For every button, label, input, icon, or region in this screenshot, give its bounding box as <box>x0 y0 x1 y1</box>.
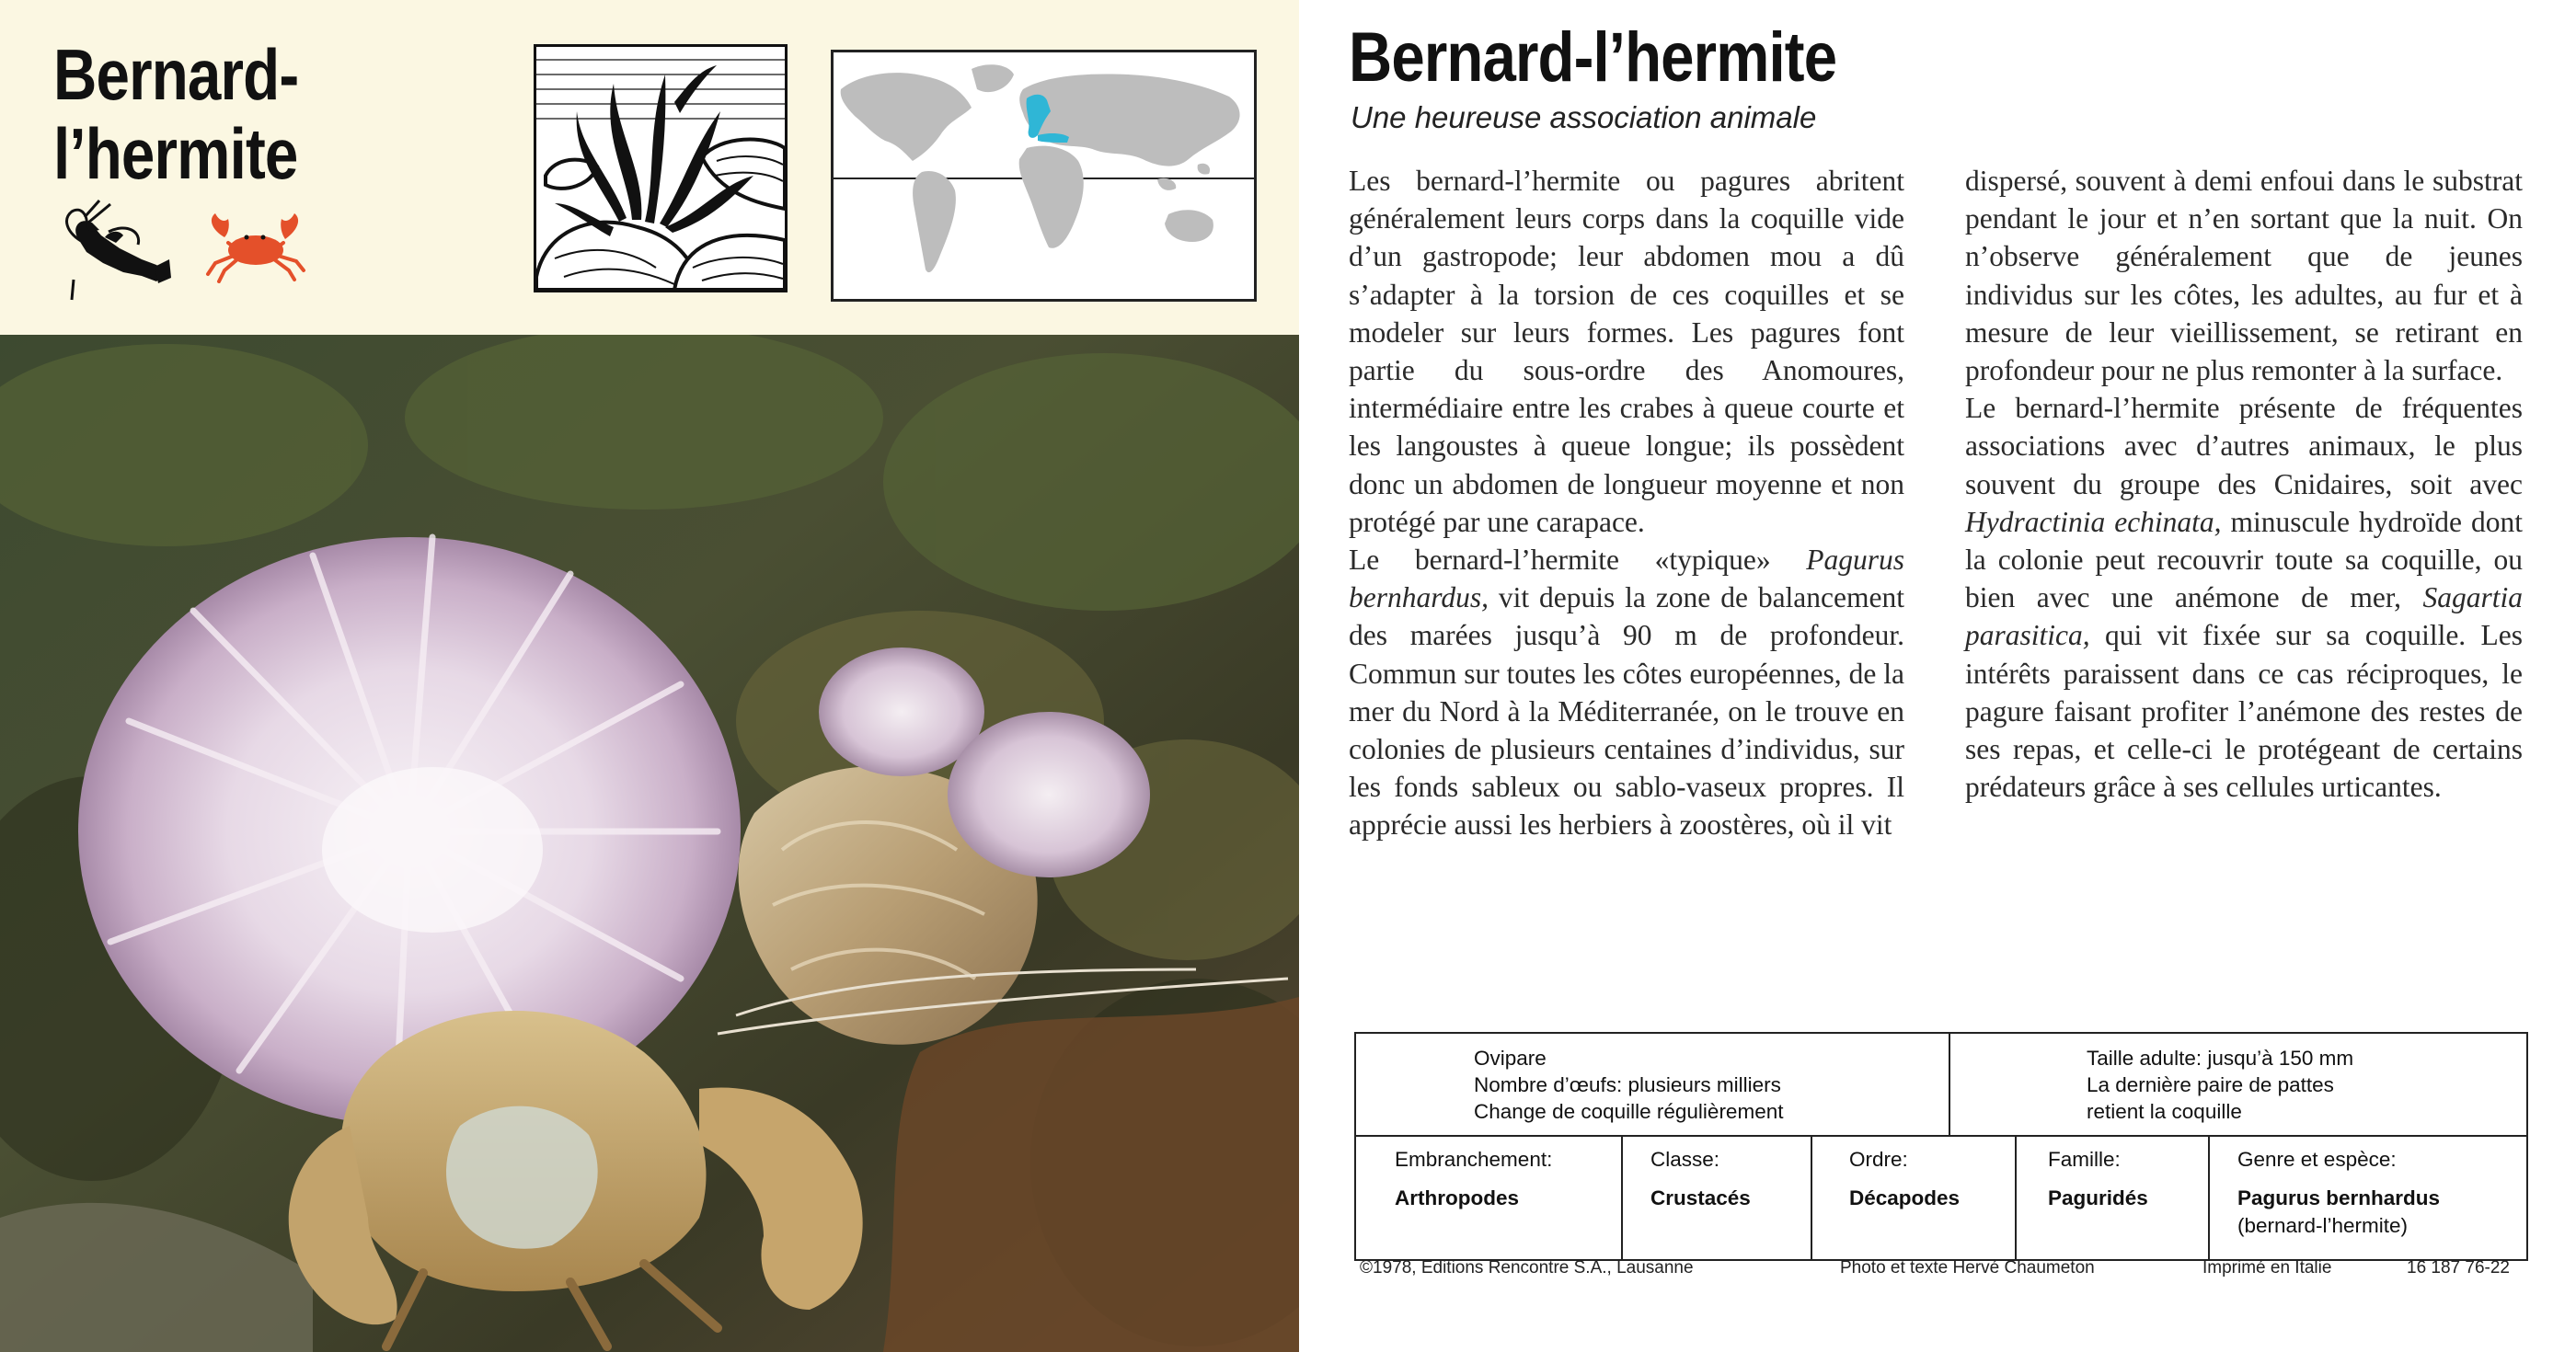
taxonomy-label: Ordre: <box>1849 1148 1908 1171</box>
text-span: Le bernard-l’hermite «typique» <box>1349 544 1807 577</box>
lobster-icon <box>53 195 173 305</box>
taxonomy-embranchement <box>1356 1135 1623 1261</box>
taxonomy-famille <box>2017 1135 2210 1261</box>
fact-line: retient la coquille <box>2087 1100 2242 1123</box>
card-title-line-1: Bernard- <box>53 34 299 115</box>
fact-line: Ovipare <box>1474 1047 1547 1070</box>
taxonomy-value: Arthropodes <box>1395 1186 1519 1209</box>
card-title <box>53 35 298 193</box>
text-span: vit depuis la zone de balancement des marées jusqu’à 90 m de profondeur. Commun sur toutes les côtes européennes, de la mer du Nord à la Méditerranée, on le trouve en colonies de plusieurs centaines d’individus, sur les fonds sableux ou sablo-vaseux propres. Il apprécie aussi les herbiers à zoostères, où il vit <box>1349 581 1904 842</box>
text-span: qui vit fixée sur sa coquille. Les intérêts paraissent dans ce cas réciproques, le pagure faisant profiter l’anémone des restes de ses repas, et celle-ci le protégeant de certains prédateurs grâce à ses cellules urticantes. <box>1965 619 2523 804</box>
taxonomy-value: Décapodes <box>1849 1186 1961 1209</box>
fact-line: La dernière paire de pattes <box>2087 1073 2334 1096</box>
seaweed-rocks-illustration <box>534 44 788 292</box>
paragraph <box>1349 541 1904 844</box>
species-name: Hydractinia echinata, <box>1965 505 2222 538</box>
info-table <box>1354 1032 2528 1261</box>
facts-row <box>1356 1034 2526 1137</box>
text-column-1 <box>1349 162 1904 844</box>
footer-code: 16 187 76-22 <box>2407 1258 2510 1278</box>
fact-line: Taille adulte: jusqu’à 150 mm <box>2087 1047 2354 1070</box>
footer-printed: Imprimé en Italie <box>2202 1258 2332 1278</box>
paragraph: dispersé, souvent à demi enfoui dans le substrat pendant le jour et n’en sortant que la nuit. On n’observe généralement que de jeunes individus sur les côtes, les adultes, au fur et à mesure de leur vieillissement, se retirant en profondeur pour ne plus remonter à la surface. <box>1965 165 2523 387</box>
footer-copyright: ©1978, Editions Rencontre S.A., Lausanne <box>1360 1258 1694 1278</box>
text-span: minuscule hydroïde dont la colonie peut recouvrir toute sa coquille, ou bien avec une anémone de mer, <box>1965 505 2523 614</box>
world-distribution-map <box>831 50 1257 302</box>
paragraph <box>1965 389 2523 806</box>
taxonomy-label: Famille: <box>2048 1148 2121 1171</box>
taxonomy-value: Pagurus bernhardus <box>2237 1186 2441 1209</box>
text-span: Le bernard-l’hermite présente de fréquentes associations avec d’autres animaux, le plus souvent du groupe des Cnidaires, soit avec <box>1965 392 2523 500</box>
taxonomy-label: Genre et espèce: <box>2237 1148 2397 1171</box>
species-name: Pagurus bernhardus, <box>1349 544 1904 614</box>
facts-left <box>1356 1034 1950 1135</box>
crab-icon <box>201 202 309 283</box>
card-title-line-2: l’hermite <box>53 113 298 194</box>
taxonomy-value: Crustacés <box>1650 1186 1751 1209</box>
paragraph: Les bernard-l’hermite ou pagures abritent généralement leurs corps dans la coquille vide d’un gastropode; leur abdomen mou a dû s’adapter à la torsion de ces coquilles et se modeler sur leurs formes. Les pagures font partie du sous-ordre des Anomoures, intermédiaire entre les crabes à queue courte et les langoustes à queue longue; ils possèdent donc un abdomen de longueur moyenne et non protégé par une carapace. <box>1349 165 1904 538</box>
taxonomy-genre <box>2210 1135 2528 1261</box>
taxonomy-classe <box>1623 1135 1812 1261</box>
right-card <box>1299 0 2576 1352</box>
fact-line: Change de coquille régulièrement <box>1474 1100 1784 1123</box>
taxonomy-ordre <box>1812 1135 2017 1261</box>
taxonomy-label: Classe: <box>1650 1148 1720 1171</box>
text-column-2 <box>1965 162 2523 806</box>
taxonomy-common-name: (bernard-l’hermite) <box>2237 1214 2409 1237</box>
article-subtitle: Une heureuse association animale <box>1351 100 1817 134</box>
taxonomy-row <box>1356 1135 2526 1261</box>
facts-right <box>1950 1034 2528 1135</box>
taxonomy-value: Paguridés <box>2048 1186 2148 1209</box>
footer-credit: Photo et texte Hervé Chaumeton <box>1840 1258 2095 1278</box>
fact-line: Nombre d’œufs: plusieurs milliers <box>1474 1073 1781 1096</box>
article-title: Bernard-l’hermite <box>1349 18 1837 97</box>
footer <box>1360 1253 2537 1289</box>
hermit-crab-with-sea-anemone-photo <box>0 335 1299 1352</box>
species-name: Sagartia parasitica, <box>1965 581 2523 652</box>
taxonomy-label: Embranchement: <box>1395 1148 1553 1171</box>
